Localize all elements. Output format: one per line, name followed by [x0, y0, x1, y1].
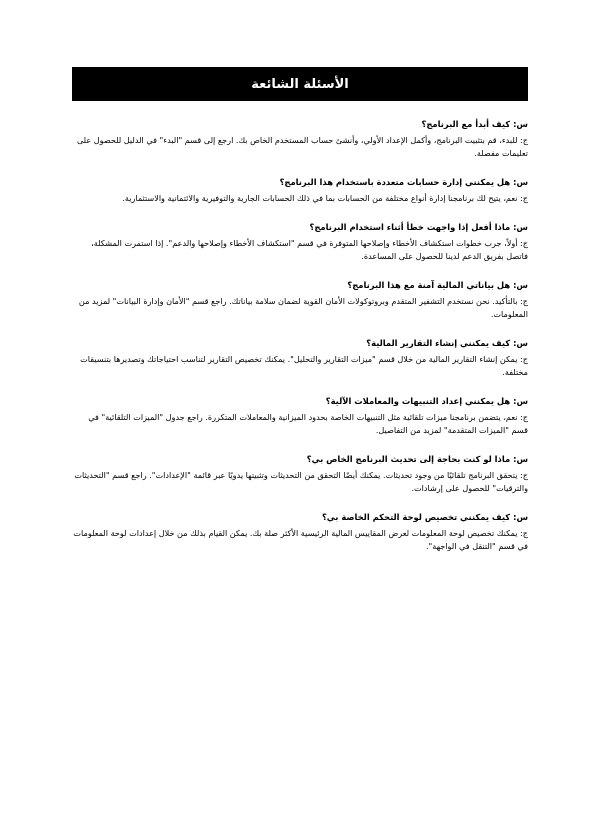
faq-item [72, 335, 528, 379]
page-title: الأسئلة الشائعة [251, 76, 349, 92]
faq-question: س: هل بياناتي المالية آمنة مع هذا البرنامج؟ [347, 280, 528, 290]
faq-question: س: كيف أبدأ مع البرنامج؟ [421, 119, 528, 129]
faq-question: س: ماذا أفعل إذا واجهت خطأ أثناء استخدام البرنامج؟ [309, 222, 528, 232]
faq-list [72, 116, 528, 567]
faq-item [72, 393, 528, 437]
faq-item [72, 277, 528, 321]
faq-item [72, 219, 528, 263]
faq-question: س: هل يمكنني إدارة حسابات متعددة باستخدام هذا البرنامج؟ [279, 177, 528, 187]
faq-item [72, 116, 528, 160]
faq-question: س: كيف يمكنني إنشاء التقارير المالية؟ [366, 338, 528, 348]
faq-item [72, 174, 528, 205]
faq-answer: ج: للبدء، قم بتثبيت البرنامج، وأكمل الإعداد الأولي، وأنشئ حساب المستخدم الخاص بك. ارجع إلى قسم "البدء" في الدليل للحصول على تعليمات مفصلة. [76, 135, 528, 158]
faq-answer: ج: يتحقق البرنامج تلقائيًا من وجود تحديثات. يمكنك أيضًا التحقق من التحديثات وتثبيتها يدويًا عبر قائمة "الإعدادات". راجع قسم "التحديثات والترقيات" للحصول على إرشادات. [74, 470, 528, 493]
faq-question: س: ماذا لو كنت بحاجة إلى تحديث البرنامج الخاص بي؟ [306, 454, 528, 464]
faq-item [72, 451, 528, 495]
faq-answer: ج: نعم، يتيح لك برنامجنا إدارة أنواع مختلفة من الحسابات بما في ذلك الحسابات الجارية والتوفيرية والائتمانية والاستثمارية. [122, 193, 528, 203]
faq-answer: ج: أولاً، جرب خطوات استكشاف الأخطاء وإصلاحها المتوفرة في قسم "استكشاف الأخطاء وإصلاحها والدعم". إذا استمرت المشكلة، فاتصل بفريق الدعم لدينا للحصول على المساعدة. [91, 238, 528, 261]
faq-question: س: هل يمكنني إعداد التنبيهات والمعاملات الآلية؟ [325, 396, 528, 406]
faq-answer: ج: نعم، يتضمن برنامجنا ميزات تلقائية مثل التنبيهات الخاصة بحدود الميزانية والمعاملات المتكررة. راجع جدول "الميزات التلقائية" في قسم "الميزات المتقدمة" لمزيد من التفاصيل. [88, 412, 528, 435]
header-bar [72, 67, 528, 101]
faq-question: س: كيف يمكنني تخصيص لوحة التحكم الخاصة بي؟ [321, 512, 528, 522]
faq-answer: ج: يمكن إنشاء التقارير المالية من خلال قسم "ميزات التقارير والتحليل". يمكنك تخصيص التقارير لتناسب احتياجاتك وتصديرها بتنسيقات مختلفة. [80, 354, 528, 377]
faq-answer: ج: يمكنك تخصيص لوحة المعلومات لعرض المقاييس المالية الرئيسية الأكثر صلة بك. يمكن القيام بذلك من خلال إعدادات لوحة المعلومات في قسم "التنقل في الواجهة". [73, 528, 528, 551]
faq-answer: ج: بالتأكيد. نحن نستخدم التشفير المتقدم وبروتوكولات الأمان القوية لضمان سلامة بياناتك. راجع قسم "الأمان وإدارة البيانات" لمزيد من المعلومات. [78, 296, 528, 319]
faq-item [72, 509, 528, 553]
